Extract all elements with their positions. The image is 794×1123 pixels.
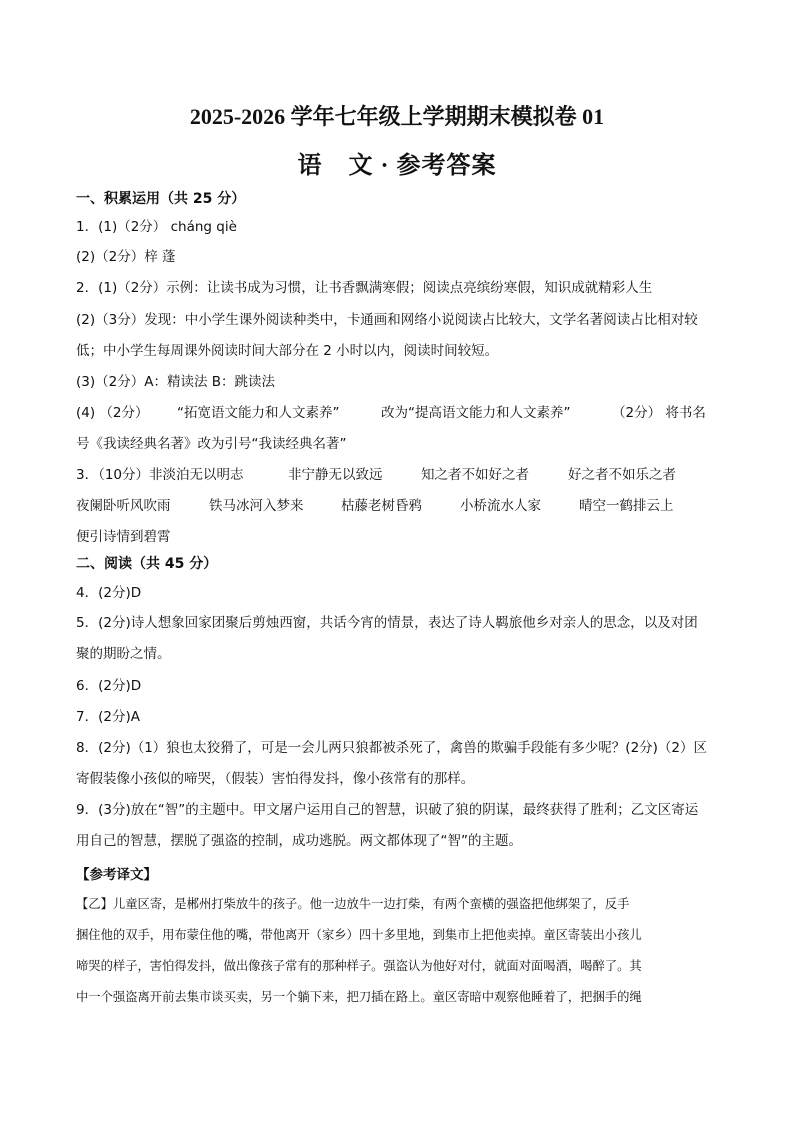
translation-line: 中一个强盗离开前去集市谈买卖，另一个躺下来，把刀插在路上。童区寄暗中观察他睡着了，把捆手的绳 [76, 990, 642, 1004]
translation-line: 【乙】儿童区寄，是郴州打柴放牛的孩子。他一边放牛一边打柴，有两个蛮横的强盗把他绑架了，反手 [76, 897, 630, 911]
answer-q8-line1: 8．(2分)（1）狼也太狡猾了，可是一会儿两只狼都被杀死了，禽兽的欺骗手段能有多少呢？(2分)（2）区 [76, 740, 708, 756]
answer-q9-line2: 用自己的智慧，摆脱了强盗的控制，成功逃脱。两文都体现了“智”的主题。 [76, 833, 522, 849]
answer-q3-row1-item: 好之者不如乐之者 [568, 467, 676, 483]
answer-q3-row2-item: 铁马冰河入梦来 [209, 498, 304, 514]
page-subtitle [0, 145, 794, 180]
answer-q3-row3: 便引诗情到碧霄 [76, 529, 171, 545]
answer-q3-row1-item: 知之者不如好之者 [421, 467, 529, 483]
answer-q5-line2: 聚的期盼之情。 [76, 646, 171, 662]
answer-q2-4-line2: 号《我读经典名著》改为引号“我读经典名著” [76, 436, 347, 452]
answer-q5-line1: 5．(2分)诗人想象回家团聚后剪烛西窗，共话今宵的情景，表达了诗人羁旅他乡对亲人的思念，以及对团 [76, 615, 698, 631]
translation-line: 啼哭的样子，害怕得发抖，做出像孩子常有的那种样子。强盗认为他好对付，就面对面喝酒，喝醉了。其 [76, 959, 642, 973]
page-title: 2025-2026 学年七年级上学期期末模拟卷 01 [189, 104, 605, 129]
answer-q6: 6．(2分)D [76, 678, 142, 694]
answer-q2-2-line1: (2)（3分）发现：中小学生课外阅读种类中，卡通画和网络小说阅读占比较大，文学名著阅读占比相对较 [76, 312, 698, 328]
answer-q3-row2-item: 夜阑卧听风吹雨 [76, 498, 171, 514]
reference-translation-heading: 【参考译文】 [76, 867, 157, 883]
answer-q3-row2-item: 小桥流水人家 [460, 498, 541, 514]
answer-q7: 7．(2分)A [76, 709, 140, 725]
answer-q1-1: 1．(1)（2分） cháng qiè [76, 219, 237, 235]
answer-q9-line1: 9．(3分)放在“智”的主题中。甲文屠户运用自己的智慧，识破了狼的阴谋，最终获得了胜利；乙文区寄运 [76, 802, 699, 818]
answer-q2-4-part1: (4) （2分） [76, 405, 149, 421]
answer-q2-3: (3)（2分）A：精读法 B：跳读法 [76, 374, 275, 390]
answer-q3-row2-item: 晴空一鹤排云上 [579, 498, 674, 514]
answer-q3-row1-item: 非宁静无以致远 [288, 467, 383, 483]
answer-q1-2: (2)（2分）梓 蓬 [76, 249, 176, 265]
answer-q2-4-part2: “拓宽语文能力和人文素养” [177, 405, 340, 421]
answer-q2-2-line2: 低；中小学生每周课外阅读时间大部分在 2 小时以内，阅读时间较短。 [76, 343, 499, 359]
answer-q4: 4．(2分)D [76, 585, 142, 601]
answer-q2-4-part3: 改为“提高语文能力和人文素养” [381, 405, 571, 421]
subtitle-rest: 文 · 参考答案 [348, 153, 497, 179]
answer-q3-row2-item: 枯藤老树昏鸦 [341, 498, 422, 514]
answer-q8-line2: 寄假装像小孩似的啼哭，（假装）害怕得发抖，像小孩常有的那样。 [76, 771, 475, 787]
section-heading-2: 二、阅读（共 45 分） [76, 556, 218, 572]
answer-q3-row1-item: 3．（10分）非淡泊无以明志 [76, 467, 244, 483]
subtitle-subject-char: 语 [297, 153, 323, 179]
translation-line: 捆住他的双手，用布蒙住他的嘴，带他离开（家乡）四十多里地，到集市上把他卖掉。童区寄装出小孩儿 [76, 928, 642, 942]
answer-q2-4-part4: （2分） 将书名 [612, 405, 706, 421]
answer-q2-1: 2．(1)（2分）示例：让读书成为习惯，让书香飘满寒假；阅读点亮缤纷寒假，知识成就精彩人生 [76, 280, 653, 296]
section-heading-1: 一、积累运用（共 25 分） [76, 191, 246, 207]
